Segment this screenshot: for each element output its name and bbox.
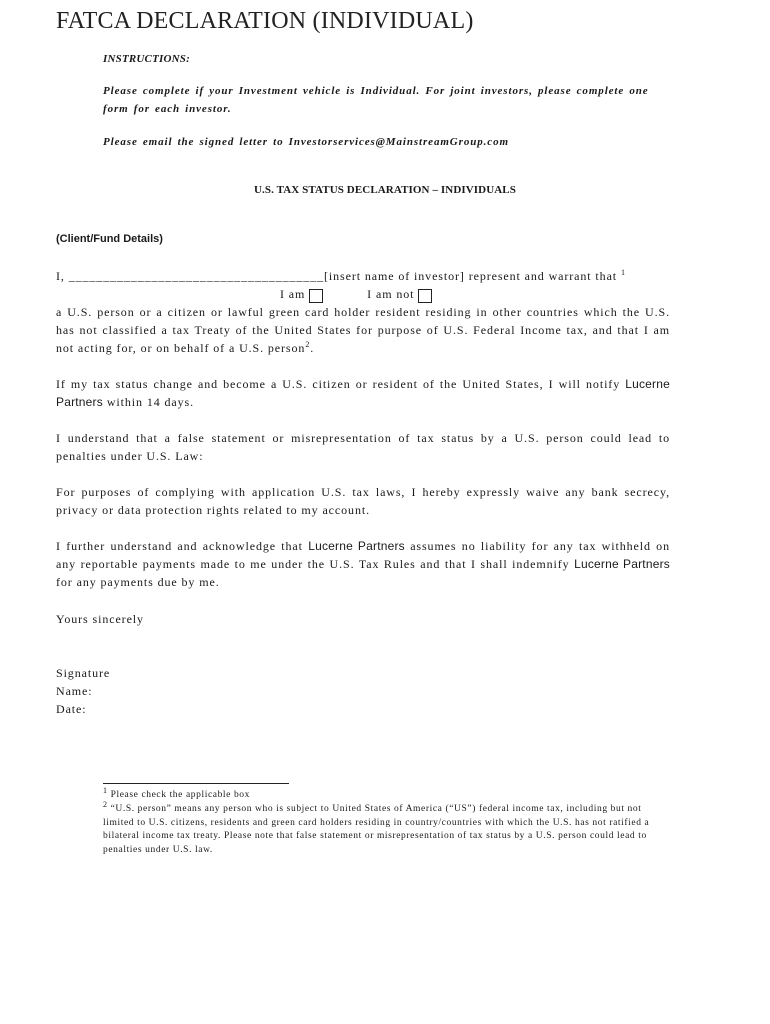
ack-part-2: assumes no liability for any tax withheld on any reportable payments made to me under the U.S. Tax Rules and that I shall indemnify bbox=[56, 539, 670, 571]
option-i-am[interactable] bbox=[280, 285, 323, 303]
i-am-not-checkbox[interactable] bbox=[418, 289, 432, 303]
firm-name: Lucerne Partners bbox=[56, 377, 670, 409]
footnote-1-number: 1 bbox=[103, 785, 108, 795]
footnote-2 bbox=[103, 799, 665, 857]
change-before: If my tax status change and become a U.S. citizen or resident of the United States, I will notify bbox=[56, 377, 621, 391]
footnote-ref-1: 1 bbox=[620, 268, 626, 277]
section-subtitle: U.S. TAX STATUS DECLARATION – INDIVIDUALS bbox=[254, 184, 516, 196]
declaration-prefix: I, _____________________________________[insert name of investor] represent and warrant that bbox=[56, 269, 618, 283]
i-am-checkbox[interactable] bbox=[309, 289, 323, 303]
firm-name: Lucerne Partners bbox=[574, 557, 670, 571]
client-details-label: (Client/Fund Details) bbox=[56, 233, 163, 245]
acknowledgement-paragraph bbox=[56, 537, 670, 591]
status-paragraph bbox=[56, 303, 670, 357]
option-i-am-not[interactable] bbox=[367, 285, 432, 303]
name-label: Name: bbox=[56, 684, 93, 698]
ack-part-1: I further understand and acknowledge that bbox=[56, 539, 303, 553]
instructions-heading: INSTRUCTIONS: bbox=[103, 53, 190, 65]
date-label: Date: bbox=[56, 702, 87, 716]
i-am-not-label: I am not bbox=[367, 287, 415, 302]
i-am-label: I am bbox=[280, 287, 306, 302]
footnote-1-text: Please check the applicable box bbox=[110, 790, 251, 800]
signature-label: Signature bbox=[56, 666, 111, 680]
status-text: a U.S. person or a citizen or lawful green card holder resident residing in other countries which the U.S. has not classified a tax Treaty of the United States for purpose of U.S. Federal Income tax, and that I am not acting for, or on behalf of a U.S. person bbox=[56, 305, 670, 355]
tax-status-change-paragraph bbox=[56, 375, 670, 411]
ack-part-3: for any payments due by me. bbox=[56, 575, 220, 589]
footnote-divider bbox=[103, 783, 289, 784]
firm-name: Lucerne Partners bbox=[308, 539, 405, 553]
page-title: FATCA DECLARATION (INDIVIDUAL) bbox=[56, 8, 474, 34]
status-end: . bbox=[310, 341, 315, 355]
instructions-line-2: Please email the signed letter to Investorservices@MainstreamGroup.com bbox=[103, 136, 509, 148]
instructions-line-1: Please complete if your Investment vehicle is Individual. For joint investors, please complete one form for each investor. bbox=[103, 85, 649, 115]
footnote-ref-2: 2 bbox=[305, 340, 311, 349]
us-person-checkbox-row bbox=[280, 284, 432, 303]
closing-line: Yours sincerely bbox=[56, 612, 144, 626]
declaration-line bbox=[56, 267, 670, 285]
waiver-paragraph: For purposes of complying with application U.S. tax laws, I hereby expressly waive any bank secrecy, privacy or data protection rights related to my account. bbox=[56, 485, 670, 517]
false-statement-paragraph: I understand that a false statement or misrepresentation of tax status by a U.S. person could lead to penalties under U.S. Law: bbox=[56, 431, 670, 463]
footnote-1 bbox=[103, 785, 665, 803]
footnote-2-number: 2 bbox=[103, 799, 108, 809]
change-after: within 14 days. bbox=[106, 395, 195, 409]
footnote-2-text: “U.S. person” means any person who is subject to United States of America (“US”) federal income tax, including but not limited to U.S. citizens, residents and green card holders residing in country/countries with which the U.S. has not ratified a bilateral income tax treaty. Please note that false statement or misrepresentation of tax status by a U.S. person could lead to penalties under U.S. law. bbox=[103, 804, 650, 855]
